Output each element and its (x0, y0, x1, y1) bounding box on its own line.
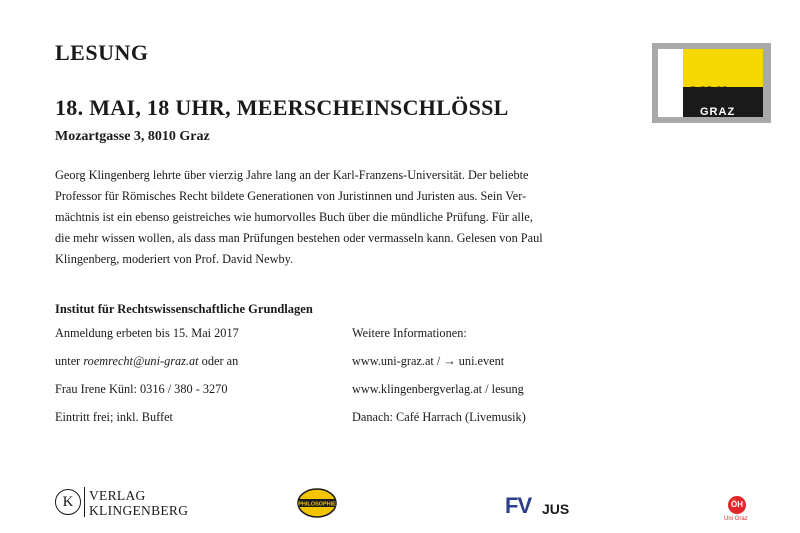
oh-logo-subtext: Uni Graz (724, 516, 748, 522)
oh-logo-mark: ÖH (728, 496, 746, 514)
admission-info: Eintritt frei; inkl. Buffet (55, 410, 173, 424)
description-line: Georg Klingenberg lehrte über vierzig Jahre lang an der Karl-Franzens-Universität. Der beliebte (55, 168, 529, 182)
description-line: die mehr wissen wollen, als dass man Prüfungen bestehen oder vermasseln kann. Gelesen von Paul (55, 231, 543, 245)
afterparty-info: Danach: Café Harrach (Livemusik) (352, 410, 526, 424)
further-info-label: Weitere Informationen: (352, 326, 467, 340)
event-date-location: 18. MAI, 18 UHR, MEERSCHEINSCHLÖSSL (55, 95, 509, 120)
registration-contact: Frau Irene Künl: 0316 / 380 - 3270 (55, 382, 228, 396)
further-info (352, 327, 526, 439)
uni-logo-text: UNI (690, 82, 728, 107)
registration-info (55, 327, 239, 439)
verlag-link[interactable]: www.klingenbergverlag.at / lesung (352, 382, 524, 396)
verlag-name-line1: VERLAG (89, 488, 146, 503)
description-paragraph (55, 165, 575, 270)
description-line: Professor für Römisches Recht bildete Generationen von Juristinnen und Juristen aus. Sein Ver- (55, 189, 527, 203)
jus-logo-text: JUS (542, 501, 570, 517)
event-address: Mozartgasse 3, 8010 Graz (55, 129, 210, 144)
philosophie-text: PHILOSOPHIE (298, 501, 336, 508)
uni-event-link[interactable]: www.uni-graz.at / → uni.event (352, 354, 505, 368)
institute-name: Institut für Rechtswissenschaftliche Grundlagen (55, 302, 313, 316)
verlag-divider (84, 487, 85, 517)
registration-deadline: Anmeldung erbeten bis 15. Mai 2017 (55, 326, 239, 340)
description-line: Klingenberg, moderiert von Prof. David Newby. (55, 252, 294, 266)
fv-logo-mark: FV (505, 493, 532, 518)
philosophie-badge-icon (297, 488, 337, 518)
description-line: mächtnis ist ein ebenso geistreiches wie humorvolles Buch über die mündliche Prüfung. Für alle, (55, 210, 533, 224)
verlag-name-line2: KLINGENBERG (89, 503, 189, 518)
uni-logo-subtext: GRAZ (700, 106, 736, 118)
event-type-heading: LESUNG (55, 40, 149, 65)
registration-email-line: unter roemrecht@uni-graz.at oder an (55, 354, 239, 368)
verlag-k-icon: K (55, 489, 81, 515)
registration-email-link[interactable]: roemrecht@uni-graz.at (83, 354, 199, 368)
